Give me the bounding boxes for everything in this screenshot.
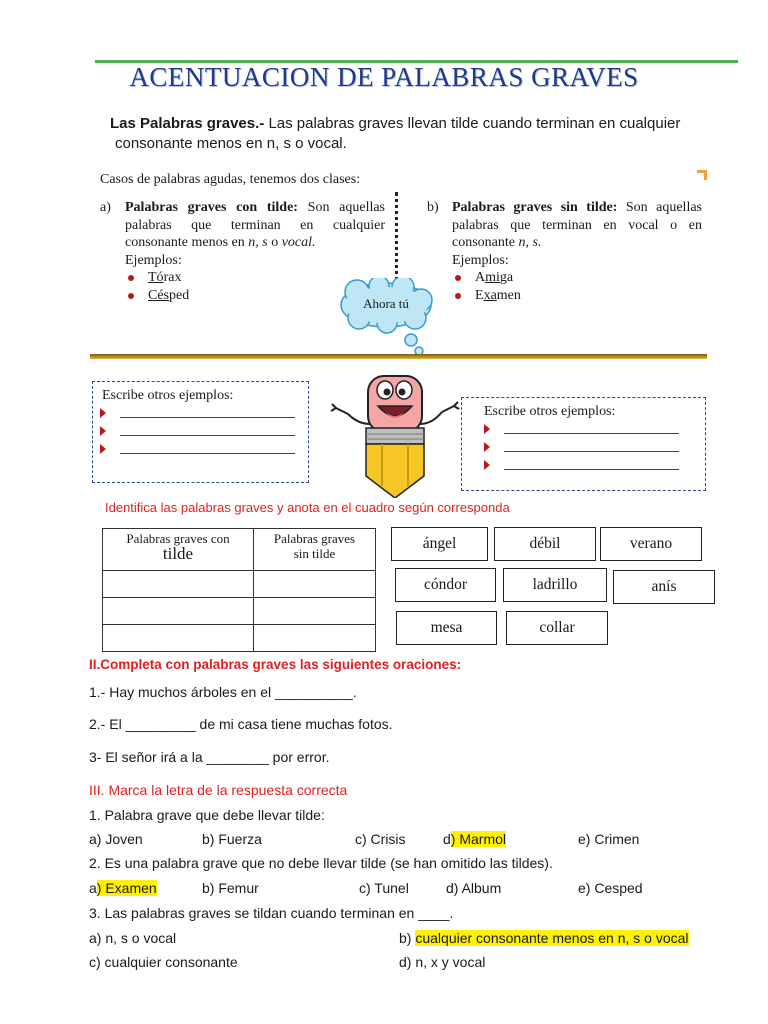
word-card: collar <box>506 611 608 645</box>
q2-option-a[interactable]: a) Examen <box>89 880 157 896</box>
q2-option-d[interactable]: d) Album <box>446 880 502 896</box>
case-a-em: n, s <box>248 235 268 250</box>
intro-text-2: consonante menos en n, s o vocal. <box>115 135 347 152</box>
sentence-2: 2.- El _________ de mi casa tiene muchas fotos. <box>89 716 393 732</box>
case-a-desc: Son aquellas palabras que terminan en cualquier consonante menos en <box>125 200 386 250</box>
intro-text: Las palabras graves llevan tilde cuando terminan en cualquier <box>268 115 681 132</box>
case-b <box>427 199 702 304</box>
sentence-1: 1.- Hay muchos árboles en el __________. <box>89 684 357 700</box>
word-card: mesa <box>396 611 497 645</box>
case-a-title: Palabras graves con tilde: <box>125 200 298 215</box>
table-cell[interactable] <box>103 598 254 625</box>
case-b-title: Palabras graves sin tilde: <box>452 200 618 215</box>
case-a-example-1: Tórax <box>128 269 385 287</box>
examples-box-right-title: Escribe otros ejemplos: <box>484 404 616 419</box>
examples-box-left <box>92 381 309 483</box>
question-2: 2. Es una palabra grave que no debe llevar tilde (se han omitido las tildes). <box>89 855 553 871</box>
q1-option-e[interactable]: e) Crimen <box>578 831 640 847</box>
answer-line[interactable] <box>484 420 705 438</box>
instruction-text: Identifica las palabras graves y anota en el cuadro según corresponda <box>105 500 510 515</box>
section-bar <box>90 354 707 359</box>
q3-option-d[interactable]: d) n, x y vocal <box>399 954 486 970</box>
case-a-em2: vocal. <box>281 235 316 250</box>
intro-lead: Las Palabras graves.- <box>110 115 265 132</box>
section-2-heading: II.Completa con palabras graves las siguientes oraciones: <box>89 657 462 672</box>
table-row <box>103 571 376 598</box>
case-b-em: n, s. <box>518 235 542 250</box>
question-3: 3. Las palabras graves se tildan cuando terminan en ____. <box>89 905 454 921</box>
table-cell[interactable] <box>254 625 376 652</box>
dotted-divider <box>395 192 398 288</box>
examples-box-right <box>461 397 706 491</box>
table-cell[interactable] <box>103 571 254 598</box>
q1-option-b[interactable]: b) Fuerza <box>202 831 262 847</box>
table-cell[interactable] <box>254 571 376 598</box>
answer-line[interactable] <box>484 438 705 456</box>
table-row <box>103 598 376 625</box>
sentence-3: 3- El señor irá a la ________ por error. <box>89 749 330 765</box>
word-card: ángel <box>391 527 488 561</box>
corner-ornament <box>697 170 707 180</box>
table-cell[interactable] <box>254 598 376 625</box>
q1-option-c[interactable]: c) Crisis <box>355 831 406 847</box>
case-b-example-2: Examen <box>455 287 702 305</box>
casos-heading: Casos de palabras agudas, tenemos dos clases: <box>100 172 361 187</box>
word-card: verano <box>600 527 702 561</box>
q2-option-b[interactable]: b) Femur <box>202 880 259 896</box>
table-cell[interactable] <box>103 625 254 652</box>
thought-cloud-icon <box>337 278 435 356</box>
word-card: anís <box>613 570 715 604</box>
word-card: ladrillo <box>503 568 607 602</box>
intro-paragraph <box>110 114 722 154</box>
section-3-heading: III. Marca la letra de la respuesta correcta <box>89 782 348 798</box>
answer-line[interactable] <box>100 422 308 440</box>
table-header-con-tilde: Palabras graves con tilde <box>103 529 254 571</box>
answer-line[interactable] <box>484 456 705 474</box>
case-a-letter: a) <box>100 200 111 215</box>
cloud-label: Ahora tú <box>363 296 409 311</box>
q2-option-e[interactable]: e) Cesped <box>578 880 643 896</box>
answer-line[interactable] <box>100 404 308 422</box>
q1-option-d[interactable]: d) Marmol <box>443 831 507 847</box>
q3-option-a[interactable]: a) n, s o vocal <box>89 930 177 946</box>
case-a-ejemplos: Ejemplos: <box>125 252 182 268</box>
answer-line[interactable] <box>100 440 308 458</box>
q3-option-b[interactable]: b) cualquier consonante menos en n, s o vocal <box>399 930 689 946</box>
q3-option-c[interactable]: c) cualquier consonante <box>89 954 238 970</box>
q1-option-a[interactable]: a) Joven <box>89 831 143 847</box>
case-b-desc: Son aquellas palabras que terminan en vocal o en consonante <box>452 200 702 250</box>
table-row <box>103 625 376 652</box>
word-card: débil <box>494 527 596 561</box>
table-header-sin-tilde: Palabras graves sin tilde <box>254 529 376 571</box>
question-1: 1. Palabra grave que debe llevar tilde: <box>89 807 325 823</box>
page-title: ACENTUACION DE PALABRAS GRAVES <box>129 62 639 92</box>
case-b-letter: b) <box>427 200 439 215</box>
classification-table <box>102 528 376 652</box>
case-a-mid: o <box>271 235 279 250</box>
pencil-mascot-icon <box>330 368 460 498</box>
case-b-example-1: Amiga <box>455 269 702 287</box>
case-a-example-2: Césped <box>128 287 385 305</box>
q2-option-c[interactable]: c) Tunel <box>359 880 409 896</box>
case-b-ejemplos: Ejemplos: <box>452 252 509 268</box>
word-card: cóndor <box>395 568 496 602</box>
examples-box-left-title: Escribe otros ejemplos: <box>102 388 234 403</box>
